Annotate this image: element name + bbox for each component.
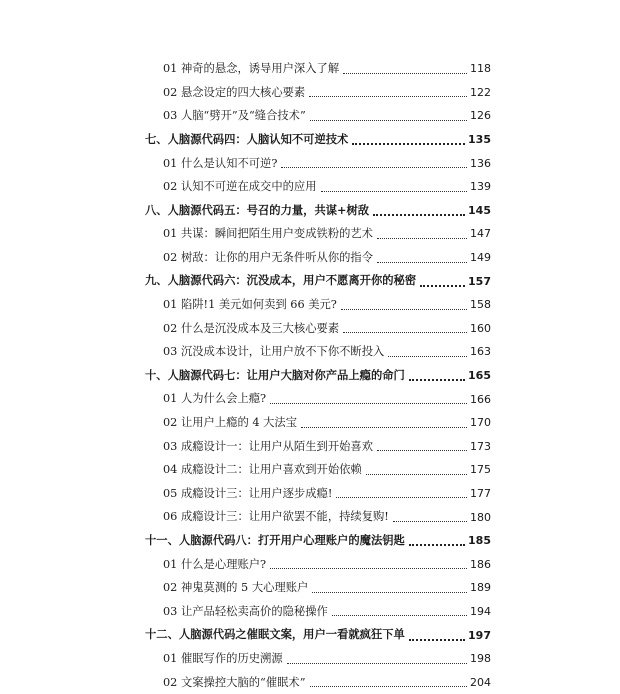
dot-leader <box>352 142 465 145</box>
toc-chapter-entry <box>145 623 491 647</box>
dot-leader <box>420 284 465 287</box>
toc-entry-title: 七、人脑源代码四：人脑认知不可逆技术 <box>145 131 349 146</box>
toc-page-number: 158 <box>470 298 491 312</box>
dot-leader <box>343 72 467 74</box>
dot-leader <box>409 543 465 546</box>
toc-page-number: 166 <box>470 392 491 406</box>
toc-entry-title: 02 认知不可逆在成交中的应用 <box>163 180 317 194</box>
toc-entry-title: 十二、人脑源代码之催眠文案，用户一看就疯狂下单 <box>145 627 405 642</box>
toc-entry-title: 02 文案操控大脑的“催眠术” <box>163 675 306 689</box>
toc-page-number: 165 <box>468 369 491 383</box>
toc-page-number: 197 <box>468 628 491 642</box>
toc-page-number: 126 <box>470 109 491 123</box>
toc-entry-title: 九、人脑源代码六：沉没成本，用户不愿离开你的秘密 <box>145 273 417 288</box>
toc-page-number: 160 <box>470 321 491 335</box>
toc-section-entry <box>163 505 491 529</box>
toc-section-entry <box>163 411 491 435</box>
toc-section-entry <box>163 57 491 81</box>
toc-page-number: 122 <box>470 85 491 99</box>
toc-page-number: 163 <box>470 345 491 359</box>
toc-page-number: 180 <box>470 510 491 524</box>
dot-leader <box>388 355 467 357</box>
dot-leader <box>377 237 467 239</box>
toc-section-entry <box>163 293 491 317</box>
dot-leader <box>393 520 467 522</box>
toc-section-entry <box>163 670 491 694</box>
toc-entry-title: 八、人脑源代码五：号召的力量，共谋+树敌 <box>145 202 370 217</box>
toc-entry-title: 03 沉没成本设计，让用户放不下你不断投入 <box>163 345 385 359</box>
toc-section-entry <box>163 317 491 341</box>
toc-section-entry <box>163 175 491 199</box>
toc-page-number: 139 <box>470 180 491 194</box>
toc-entry-title: 02 让用户上瘾的 4 大法宝 <box>163 416 298 430</box>
toc-page-number: 175 <box>470 463 491 477</box>
toc-entry-title: 十、人脑源代码七：让用户大脑对你产品上瘾的命门 <box>145 367 405 382</box>
toc-section-entry <box>163 151 491 175</box>
dot-leader <box>366 473 467 475</box>
toc-entry-title: 02 神鬼莫测的 5 大心理账户 <box>163 581 309 595</box>
toc-entry-title: 01 陷阱!1 美元如何卖到 66 美元? <box>163 298 337 312</box>
toc-page-number: 118 <box>470 62 491 76</box>
toc-page-number: 194 <box>470 604 491 618</box>
table-of-contents <box>0 57 620 694</box>
toc-entry-title: 01 催眠写作的历史溯源 <box>163 651 283 665</box>
toc-chapter-entry <box>145 529 491 553</box>
toc-chapter-entry <box>145 199 491 223</box>
toc-page-number: 135 <box>468 133 491 147</box>
dot-leader <box>310 119 467 121</box>
toc-page-number: 136 <box>470 156 491 170</box>
dot-leader <box>270 402 467 404</box>
toc-section-entry <box>163 340 491 364</box>
toc-page-number: 149 <box>470 251 491 265</box>
toc-page-number: 145 <box>468 203 491 217</box>
toc-section-entry <box>163 246 491 270</box>
toc-chapter-entry <box>145 364 491 388</box>
toc-entry-title: 01 神奇的悬念，诱导用户深入了解 <box>163 62 340 76</box>
toc-chapter-entry <box>145 128 491 152</box>
dot-leader <box>377 261 467 263</box>
dot-leader <box>332 614 467 616</box>
toc-section-entry <box>163 647 491 671</box>
toc-entry-title: 03 让产品轻松卖高价的隐秘操作 <box>163 604 328 618</box>
dot-leader <box>409 638 465 641</box>
dot-leader <box>281 166 467 168</box>
toc-page-number: 185 <box>468 534 491 548</box>
dot-leader <box>321 190 467 192</box>
toc-chapter-entry <box>145 269 491 293</box>
toc-entry-title: 03 人脑“劈开”及“缝合技术” <box>163 109 306 123</box>
dot-leader <box>301 426 467 428</box>
toc-page-number: 173 <box>470 439 491 453</box>
dot-leader <box>270 567 467 569</box>
toc-page-number: 177 <box>470 486 491 500</box>
toc-page-number: 204 <box>470 675 491 689</box>
toc-section-entry <box>163 552 491 576</box>
toc-section-entry <box>163 482 491 506</box>
toc-entry-title: 十一、人脑源代码八：打开用户心理账户的魔法钥匙 <box>145 533 405 548</box>
dot-leader <box>310 685 468 687</box>
dot-leader <box>312 591 467 593</box>
toc-section-entry <box>163 222 491 246</box>
toc-page-number: 170 <box>470 416 491 430</box>
toc-page-number: 189 <box>470 581 491 595</box>
dot-leader <box>341 308 467 310</box>
toc-entry-title: 05 成瘾设计三：让用户逐步成瘾! <box>163 486 333 500</box>
toc-page-number: 198 <box>470 652 491 666</box>
dot-leader <box>343 331 467 333</box>
toc-entry-title: 01 什么是心理账户? <box>163 557 267 571</box>
toc-entry-title: 02 悬念设定的四大核心要素 <box>163 85 306 99</box>
toc-section-entry <box>163 104 491 128</box>
toc-section-entry <box>163 576 491 600</box>
dot-leader <box>409 378 465 381</box>
toc-section-entry <box>163 81 491 105</box>
toc-entry-title: 01 什么是认知不可逆? <box>163 156 278 170</box>
toc-entry-title: 02 树敌：让你的用户无条件听从你的指令 <box>163 250 374 264</box>
toc-section-entry <box>163 435 491 459</box>
toc-entry-title: 06 成瘾设计三：让用户欲罢不能，持续复购! <box>163 510 389 524</box>
dot-leader <box>309 95 467 97</box>
dot-leader <box>336 496 467 498</box>
dot-leader <box>377 449 467 451</box>
toc-page-number: 147 <box>470 227 491 241</box>
toc-entry-title: 01 人为什么会上瘾? <box>163 392 267 406</box>
toc-section-entry <box>163 387 491 411</box>
toc-entry-title: 01 共谋：瞬间把陌生用户变成铁粉的艺术 <box>163 227 374 241</box>
toc-section-entry <box>163 458 491 482</box>
toc-entry-title: 03 成瘾设计一：让用户从陌生到开始喜欢 <box>163 439 374 453</box>
dot-leader <box>287 662 467 664</box>
toc-entry-title: 04 成瘾设计二：让用户喜欢到开始依赖 <box>163 463 362 477</box>
toc-page-number: 186 <box>470 557 491 571</box>
dot-leader <box>373 213 465 216</box>
toc-entry-title: 02 什么是沉没成本及三大核心要素 <box>163 321 340 335</box>
toc-page-number: 157 <box>468 274 491 288</box>
